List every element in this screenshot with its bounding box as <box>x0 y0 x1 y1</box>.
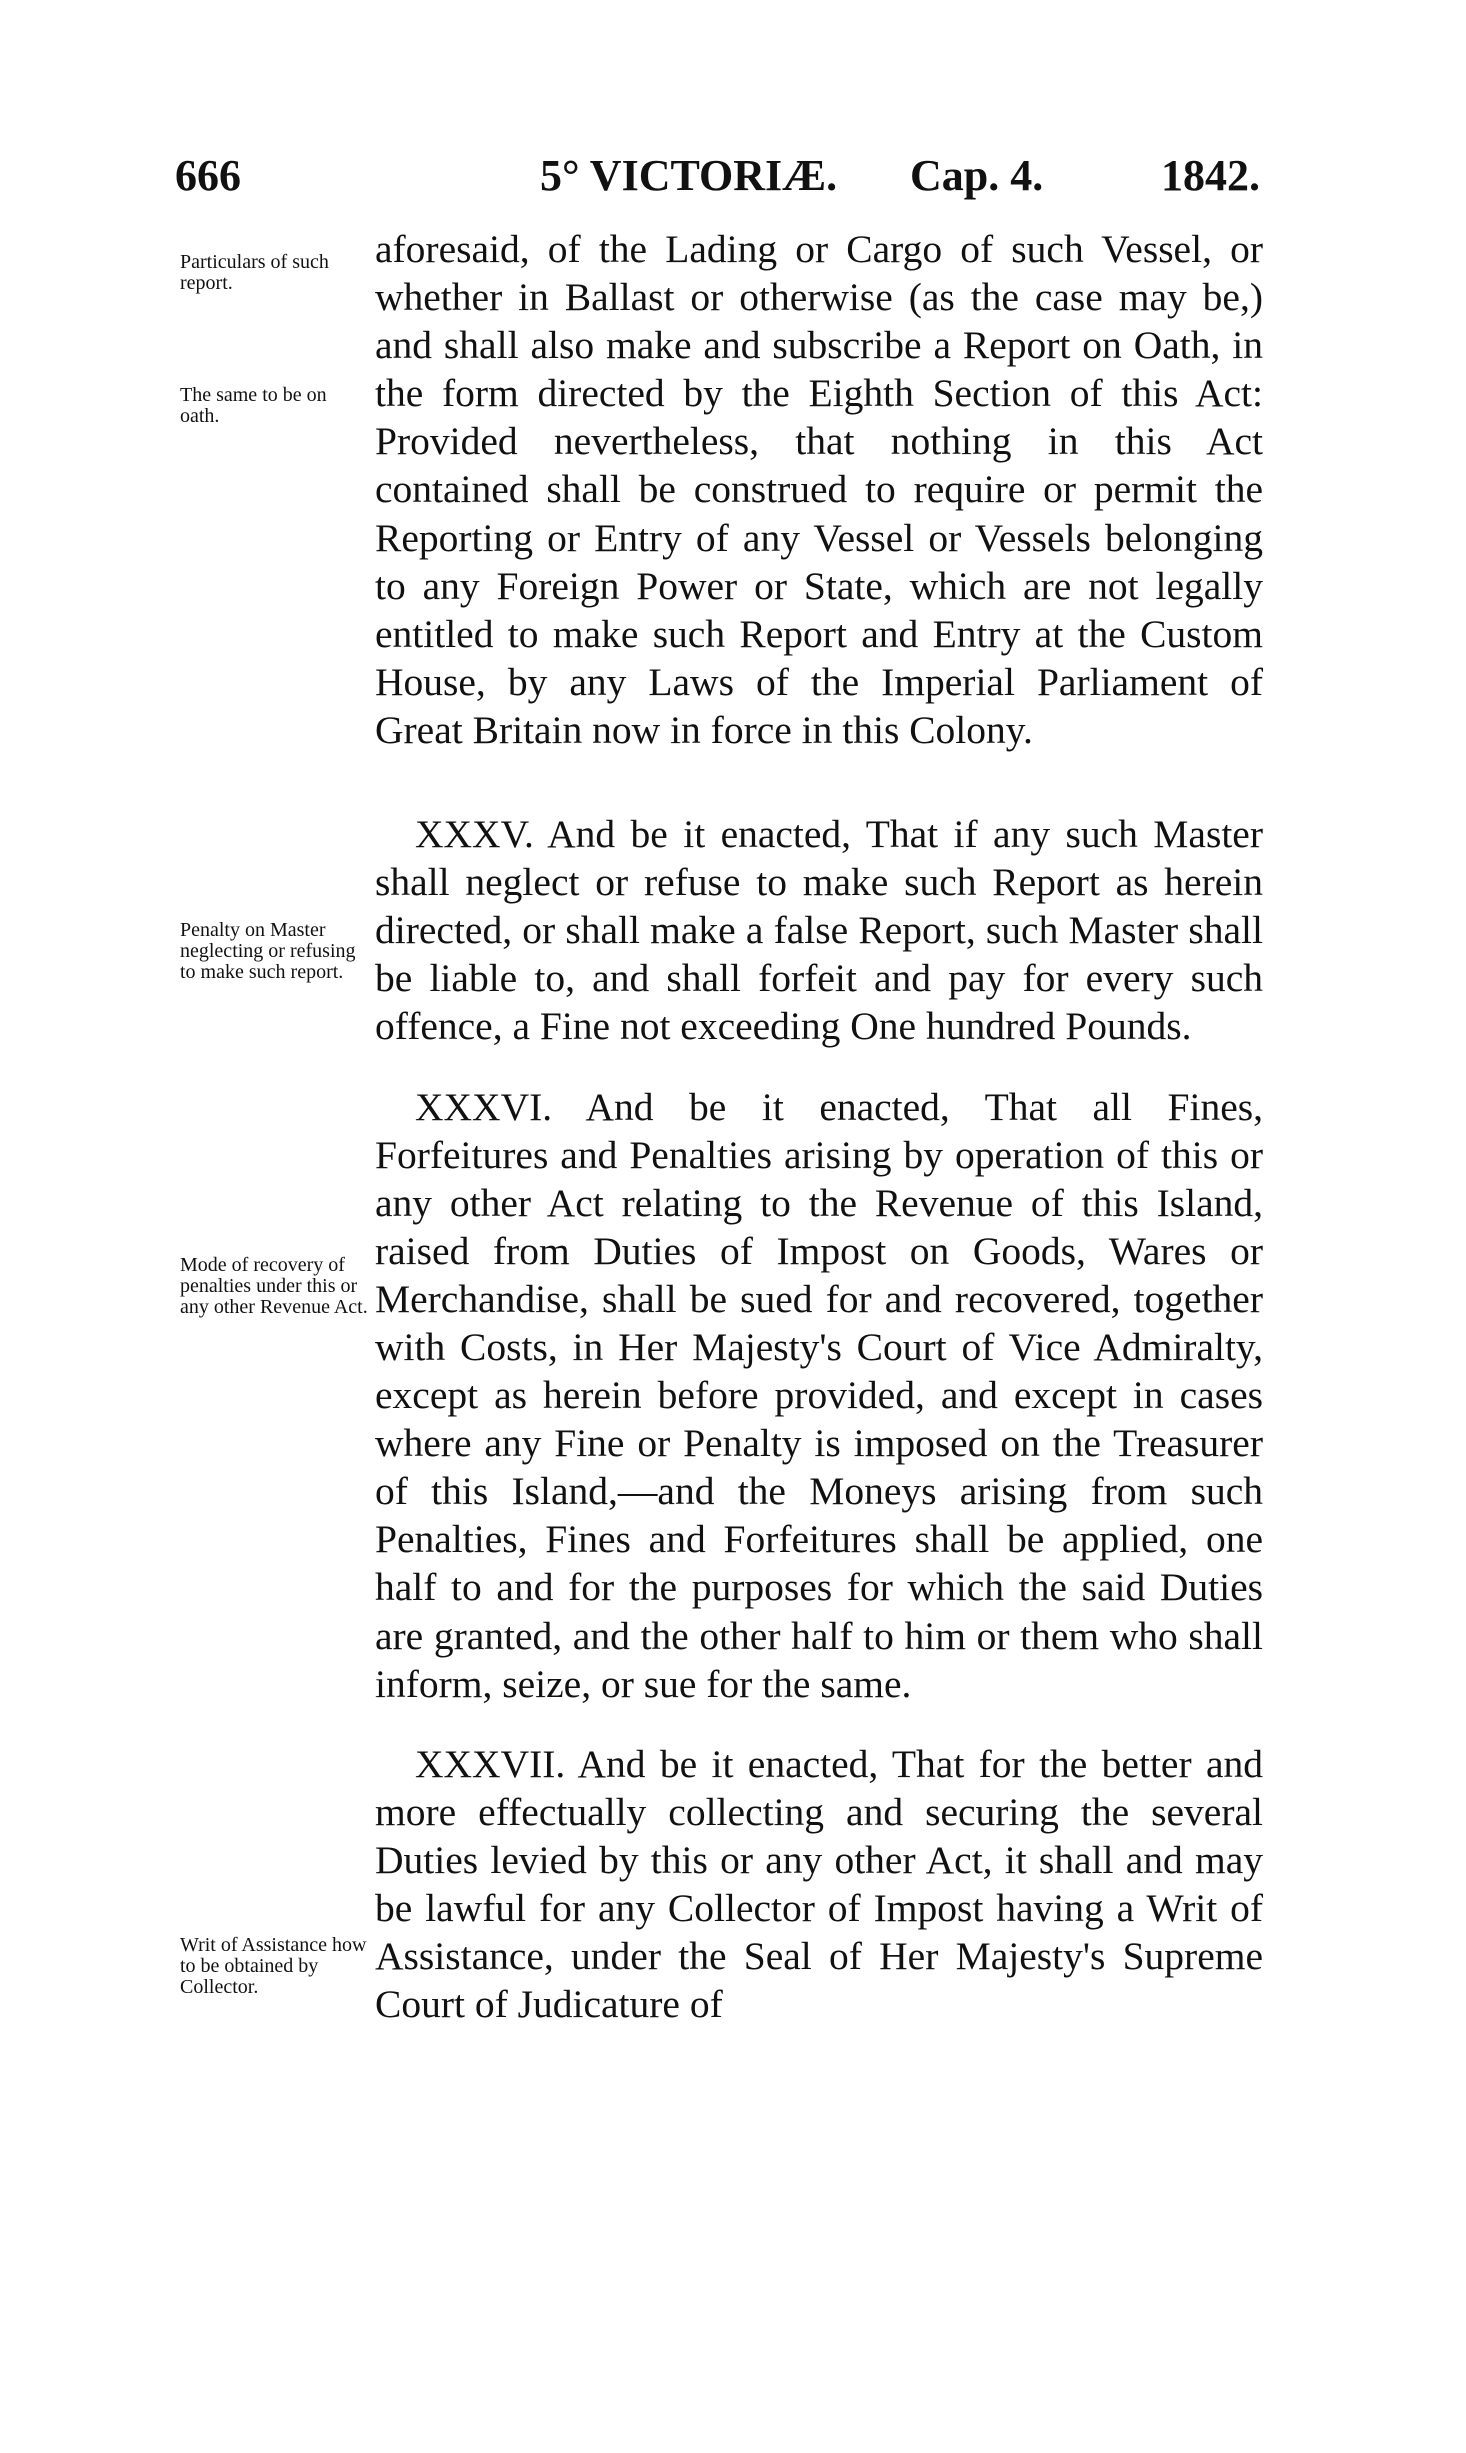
year-label: 1842. <box>1161 151 1260 200</box>
margin-note: Writ of Assistance how to be obtained by Collector. <box>180 1934 367 1998</box>
page-number: 666 <box>175 151 241 200</box>
body-text <box>375 225 1263 2028</box>
margin-note: Penalty on Master neglecting or refusing to make such report. <box>180 919 356 983</box>
section-xxxv: XXXV. And be it enacted, That if any such Master shall neglect or refuse to make such Report as herein directed, or shall make a false Report, such Master shall be liable to, and shall forfeit and pay for every such offence, a Fine not exceeding One hundred Pounds. <box>375 812 1263 1049</box>
section-xxxvi: XXXVI. And be it enacted, That all Fines, Forfeitures and Penalties arising by operation of this or any other Act relating to the Revenue of this Island, raised from Duties of Impost on Goods, Wares or Merchandise, shall be sued for and recovered, together with Costs, in Her Majesty's Court of Vice Admiralty, except as herein before provided, and except in cases where any Fine or Penalty is imposed on the Treasurer of this Island,—and the Moneys arising from such Penalties, Fines and Forfeitures shall be applied, one half to and for the purposes for which the said Duties are granted, and the other half to him or them who shall inform, seize, or sue for the same. <box>375 1084 1263 1706</box>
margin-note: Mode of recovery of penalties under this or any other Revenue Act. <box>180 1254 368 1318</box>
running-title: 5° VICTORIÆ. <box>540 151 838 200</box>
margin-note: Particulars of such report. <box>180 251 329 294</box>
continuation-paragraph: aforesaid, of the Lading or Cargo of such Vessel, or whether in Ballast or otherwise (as the case may be,) and shall also make and subscribe a Report on Oath, in the form directed by the Eighth Section of this Act: Provided nevertheless, that nothing in this Act contained shall be construed to require or permit the Reporting or Entry of any Vessel or Vessels belonging to any Foreign Power or State, which are not legally entitled to make such Report and Entry at the Custom House, by any Laws of the Imperial Parliament of Great Britain now in force in this Colony. <box>375 227 1263 752</box>
chapter-label: Cap. 4. <box>910 151 1044 200</box>
section-xxxvii: XXXVII. And be it enacted, That for the better and more effectually collecting and securing the several Duties levied by this or any other Act, it shall and may be lawful for any Collector of Impost having a Writ of Assistance, under the Seal of Her Majesty's Supreme Court of Judicature of <box>375 1741 1263 2027</box>
margin-note: The same to be on oath. <box>180 384 327 427</box>
page-header <box>175 150 1260 210</box>
